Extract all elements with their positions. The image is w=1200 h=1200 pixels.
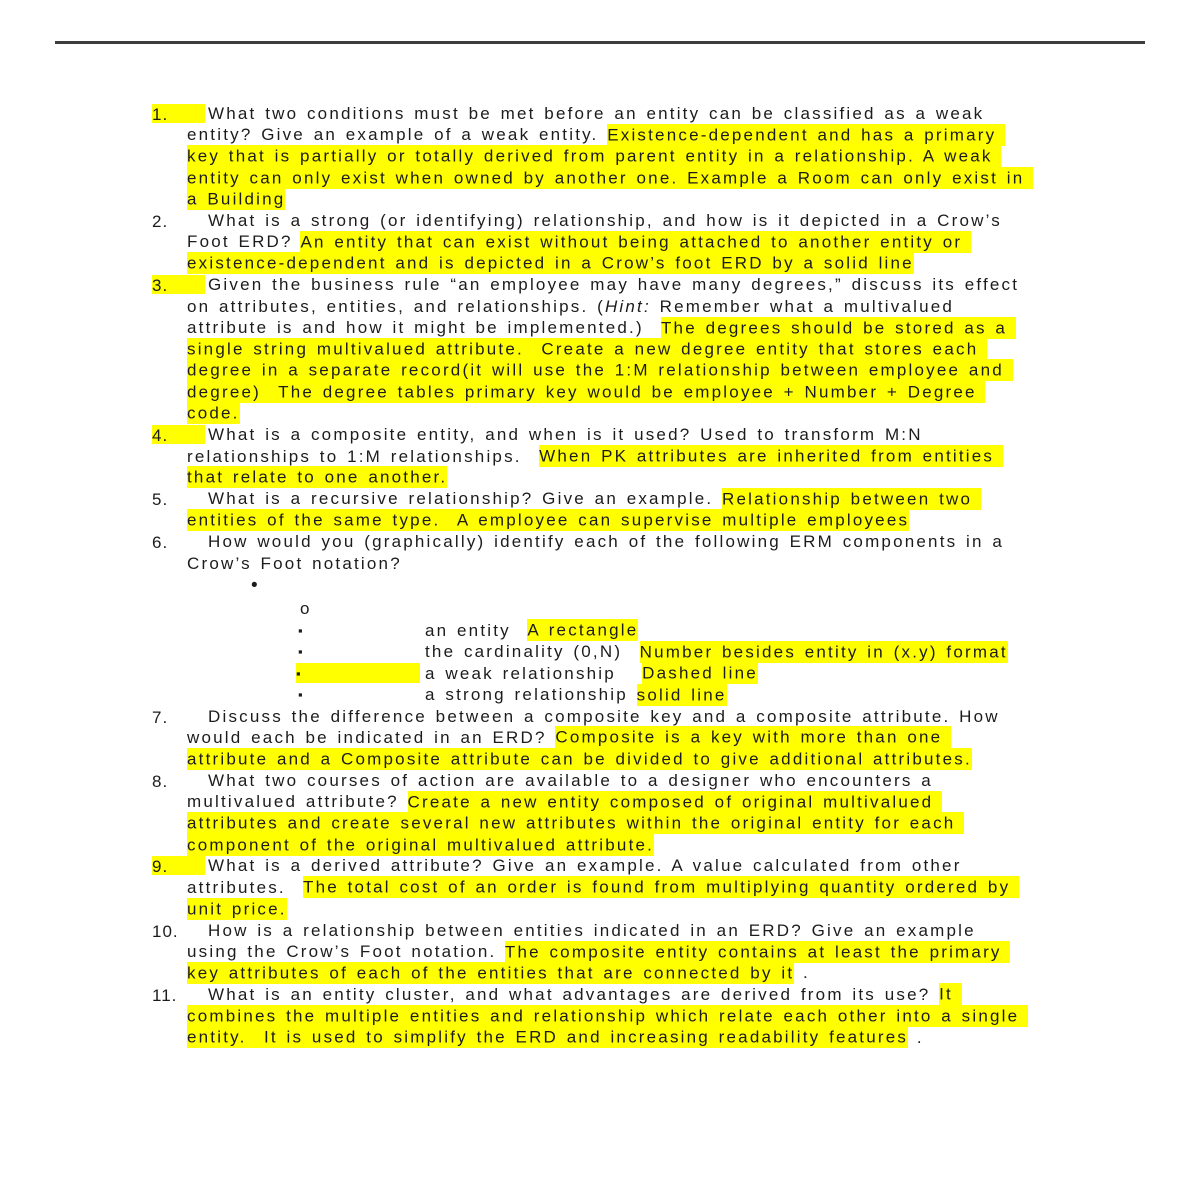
- question-text: [187, 770, 1032, 856]
- text-segment: Number besides entity in (x.y) format: [639, 642, 1008, 662]
- text-segment: How would you (graphically) identify each of the following ERM components in a Crow’s Foot notation?: [187, 532, 1013, 573]
- question-number: 11.: [152, 985, 178, 1005]
- question-text: [187, 531, 1032, 574]
- square-bullet-icon: ▪: [298, 644, 305, 660]
- question-text: [187, 488, 1032, 531]
- text-segment: The composite entity contains at least the primary key attributes of each of the entities that are connected by it: [187, 942, 1011, 983]
- text-segment: solid line: [636, 685, 727, 705]
- sublist-item: [187, 663, 1032, 684]
- question-text: [187, 103, 1032, 210]
- question-text: [187, 274, 1032, 424]
- text-segment: Composite is a key with more than one attribute and a Composite attribute can be divided to give additional attributes.: [187, 727, 972, 769]
- question-item: [152, 488, 1032, 531]
- text-segment: What is a strong (or identifying) relationship, and how is it depicted in a Crow’s Foot ERD?: [187, 211, 1011, 252]
- question-number: 3.: [152, 275, 205, 294]
- text-segment: What two conditions must be met before an entity can be classified as a weak entity? Give an example of a weak entity.: [187, 104, 994, 145]
- question-number: 5.: [152, 490, 169, 510]
- question-item: [152, 210, 1032, 274]
- text-segment: It combines the multiple entities and relationship which relate each other into a single entity. It is used to simplify the ERD and increasing readability features: [187, 984, 1029, 1047]
- text-segment: What is a composite entity, and when is it used? Used to transform M:N relationships to 1:M relationships.: [187, 425, 932, 466]
- text-segment: A rectangle: [527, 620, 639, 640]
- question-item: [152, 531, 1032, 705]
- sublist-text: [425, 684, 727, 706]
- question-number: 4.: [152, 425, 205, 444]
- text-segment: Dashed line: [642, 663, 758, 683]
- bullet-icon: •: [251, 574, 260, 596]
- question-number: 2.: [152, 212, 169, 232]
- question-item: [152, 706, 1032, 770]
- text-segment: How is a relationship between entities indicated in an ERD? Give an example using the Crow’s Foot notation.: [187, 920, 985, 962]
- question-number: 7.: [152, 707, 169, 727]
- text-segment: an entity: [425, 620, 528, 640]
- question-item: [152, 103, 1032, 210]
- circle-bullet-icon: o: [300, 598, 312, 618]
- question-text: [187, 706, 1032, 770]
- square-bullet-icon: ▪: [298, 687, 305, 703]
- sublist-item: [187, 620, 1032, 641]
- question-item: [152, 424, 1032, 488]
- sublist-item: [187, 641, 1032, 662]
- question-list: [152, 103, 1032, 1048]
- text-segment: a strong relationship: [425, 685, 637, 705]
- top-rule: [55, 41, 1145, 44]
- question-item: [152, 984, 1032, 1048]
- text-segment: What is a derived attribute? Give an example. A value calculated from other attributes.: [187, 856, 971, 897]
- text-segment: The total cost of an order is found from multiplying quantity ordered by unit price.: [187, 877, 1020, 919]
- question-item: [152, 274, 1032, 424]
- sublist-item: [187, 684, 1032, 705]
- question-number: 10.: [152, 921, 179, 941]
- text-segment: What is a recursive relationship? Give an example.: [208, 489, 722, 509]
- circle-row: [187, 598, 1032, 620]
- question-number: 8.: [152, 771, 169, 791]
- square-bullet-icon: ▪: [296, 663, 420, 683]
- question-text: [187, 855, 1032, 919]
- text-segment: Create a new entity composed of original multivalued attributes and create several new attributes within the original entity for each component of the original multivalued attribute.: [187, 792, 965, 854]
- question-item: [152, 770, 1032, 856]
- text-segment: Hint:: [604, 296, 651, 316]
- text-segment: Existence-dependent and has a primary key that is partially or totally derived from parent entity in a relationship. A weak entity can only exist when owned by another one. Example a Room can only exist in a Building: [187, 125, 1034, 209]
- question-number: 6.: [152, 533, 169, 553]
- text-segment: Relationship between two entities of the same type. A employee can supervise multiple employees: [187, 489, 981, 530]
- text-segment: Discuss the difference between a composite key and a composite attribute. How would each be indicated in an ERD?: [187, 706, 1009, 747]
- question-number: 1.: [152, 104, 205, 123]
- text-segment: What is an entity cluster, and what advantages are derived from its use?: [208, 984, 940, 1004]
- question-text: [187, 984, 1032, 1048]
- square-bullet-icon: ▪: [298, 622, 305, 638]
- bullet-row: [187, 576, 1032, 598]
- question-item: [152, 855, 1032, 919]
- text-segment: The degrees should be stored as a single string multivalued attribute. Create a new degree entity that stores each degree in a separate record(it will use the 1:M relationship between employee and degree) The degree tables primary key would be employee + Number + Degree code.: [187, 318, 1016, 423]
- text-segment: An entity that can exist without being attached to another entity or existence-dependent and is depicted in a Crow’s foot ERD by a solid line: [187, 232, 971, 273]
- text-segment: When PK attributes are inherited from entities that relate to one another.: [187, 446, 1003, 487]
- text-segment: What two courses of action are available to a designer who encounters a multivalued attribute?: [187, 770, 942, 812]
- question-text: [187, 210, 1032, 274]
- question-text: [187, 920, 1032, 984]
- sublist-text: [425, 619, 638, 641]
- sublist-text: [425, 662, 758, 684]
- question-number: 9.: [152, 856, 205, 875]
- question-text: [187, 424, 1032, 488]
- text-segment: the cardinality (0,N): [425, 642, 640, 662]
- question-item: [152, 920, 1032, 984]
- text-segment: .: [908, 1027, 924, 1047]
- text-segment: a weak relationship: [425, 663, 643, 683]
- text-segment: Given the business rule “an employee may have many degrees,” discuss its effect on attributes, entities, and relationships. (: [187, 275, 1028, 316]
- text-segment: .: [794, 963, 810, 983]
- sublist-text: [425, 641, 1008, 663]
- text-segment: Remember what a multivalued attribute is and how it might be implemented.): [187, 296, 963, 338]
